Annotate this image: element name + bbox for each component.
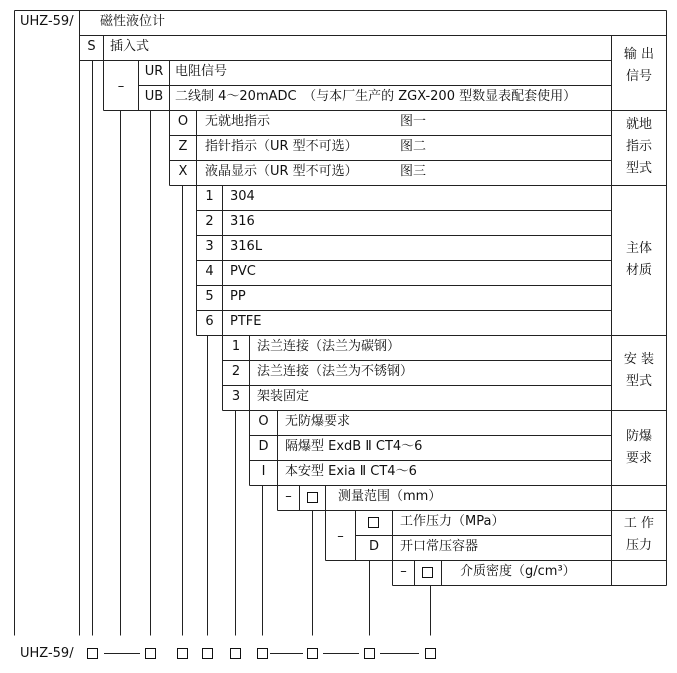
pressure-label: 开口常压容器 bbox=[400, 539, 479, 554]
density-placeholder-box bbox=[422, 567, 433, 578]
indicator-label: 液晶显示（UR 型不可选） bbox=[205, 164, 358, 179]
code-box-pressure bbox=[364, 648, 375, 659]
indicator-figure: 图一 bbox=[400, 114, 427, 129]
material-code: 3 bbox=[205, 239, 214, 254]
indicator-code: X bbox=[178, 164, 188, 179]
explosion-code: D bbox=[258, 439, 269, 454]
material-label: PP bbox=[230, 289, 246, 304]
material-label: PTFE bbox=[230, 314, 262, 329]
range-dash: – bbox=[285, 489, 292, 504]
explosion-code: I bbox=[261, 464, 266, 479]
material-code: 2 bbox=[205, 214, 214, 229]
side-label-explosion: 防爆 要求 bbox=[625, 429, 652, 466]
output-label: 电阻信号 bbox=[175, 64, 228, 79]
code-box-density bbox=[425, 648, 436, 659]
material-code: 4 bbox=[205, 264, 214, 279]
code-box-indicator bbox=[177, 648, 188, 659]
side-label-material: 主体 材质 bbox=[625, 241, 652, 278]
indicator-figure: 图三 bbox=[400, 164, 427, 179]
indicator-code: O bbox=[177, 114, 189, 129]
indicator-label: 指针指示（UR 型不可选） bbox=[205, 139, 358, 154]
code-box-material bbox=[202, 648, 213, 659]
pressure-label: 工作压力（MPa） bbox=[400, 514, 505, 529]
footer-prefix: UHZ-59/ bbox=[20, 646, 74, 661]
pressure-dash: – bbox=[337, 529, 344, 544]
mounting-code: 2 bbox=[231, 364, 241, 379]
material-code: 1 bbox=[205, 189, 214, 204]
install-code: S bbox=[87, 39, 96, 54]
install-label: 插入式 bbox=[110, 39, 150, 54]
mounting-code: 3 bbox=[231, 389, 241, 404]
model-prefix: UHZ-59/ bbox=[20, 14, 74, 29]
explosion-label: 本安型 Exia Ⅱ CT4～6 bbox=[285, 464, 417, 479]
mounting-label: 法兰连接（法兰为不锈钢） bbox=[257, 364, 414, 379]
side-label-output: 输 出 信号 bbox=[623, 47, 655, 84]
product-name: 磁性液位计 bbox=[100, 14, 166, 29]
pressure-code: D bbox=[368, 539, 379, 554]
output-code: UR bbox=[144, 64, 164, 79]
indicator-figure: 图二 bbox=[400, 139, 427, 154]
code-box-mounting bbox=[230, 648, 241, 659]
side-label-pressure: 工 作 压力 bbox=[623, 516, 655, 553]
code-box-output bbox=[145, 648, 156, 659]
code-box-range bbox=[307, 648, 318, 659]
material-code: 5 bbox=[205, 289, 214, 304]
pressure-placeholder-box bbox=[368, 517, 379, 528]
explosion-code: O bbox=[258, 414, 269, 429]
output-code: UB bbox=[144, 89, 164, 104]
material-label: 316 bbox=[230, 214, 255, 229]
density-label: 介质密度（g/cm³） bbox=[460, 564, 576, 579]
indicator-code: Z bbox=[178, 139, 188, 154]
density-dash: – bbox=[400, 564, 407, 579]
range-label: 测量范围（mm） bbox=[338, 489, 442, 504]
side-label-indicator: 就地 指示 型式 bbox=[625, 117, 652, 176]
material-code: 6 bbox=[205, 314, 214, 329]
output-dash: – bbox=[117, 79, 125, 94]
material-label: 304 bbox=[230, 189, 255, 204]
explosion-label: 无防爆要求 bbox=[285, 414, 351, 429]
code-box-explosion bbox=[257, 648, 268, 659]
side-label-mounting: 安 装 型式 bbox=[623, 352, 655, 389]
mounting-label: 架装固定 bbox=[257, 389, 310, 404]
mounting-label: 法兰连接（法兰为碳钢） bbox=[257, 339, 401, 354]
indicator-label: 无就地指示 bbox=[205, 114, 271, 129]
output-label: 二线制 4～20mADC （与本厂生产的 ZGX-200 型数显表配套使用） bbox=[175, 89, 577, 104]
material-label: 316L bbox=[230, 239, 263, 254]
material-label: PVC bbox=[230, 264, 256, 279]
explosion-label: 隔爆型 ExdB Ⅱ CT4～6 bbox=[285, 439, 423, 454]
range-placeholder-box bbox=[307, 492, 318, 503]
code-box-install bbox=[87, 648, 98, 659]
mounting-code: 1 bbox=[231, 339, 241, 354]
